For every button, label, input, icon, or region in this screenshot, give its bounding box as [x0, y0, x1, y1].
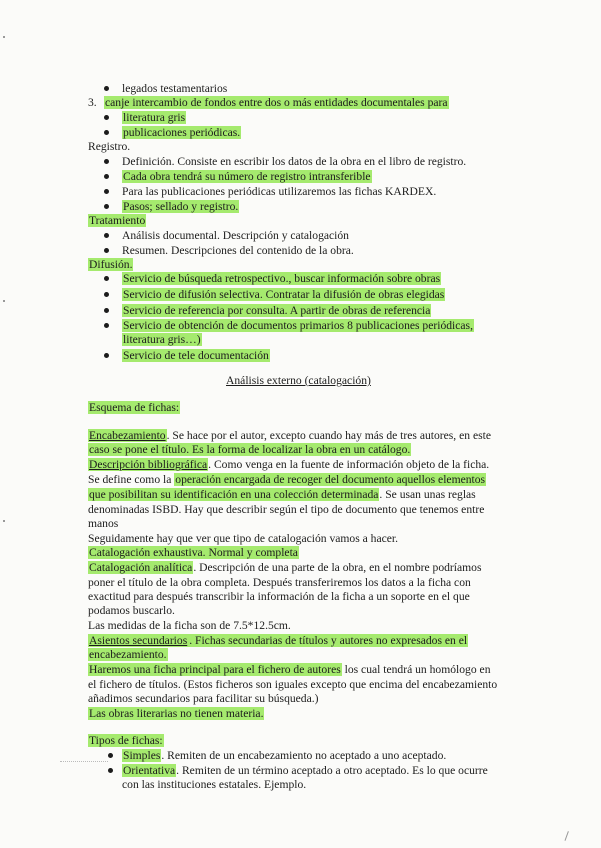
list-item — [122, 318, 474, 333]
highlight: Esquema de fichas: — [89, 401, 180, 414]
list-item-continuation — [122, 332, 202, 347]
bullet — [104, 159, 109, 164]
heading-difusion — [88, 257, 133, 272]
highlight: Tipos de fichas: — [89, 734, 163, 747]
paragraph-line: Encabezamiento. Se hace por el autor, excepto cuando hay más de tres autores, en este — [89, 429, 491, 442]
list-number: 3. — [88, 96, 97, 109]
highlight: encabezamiento. — [89, 648, 167, 661]
paragraph-line — [88, 545, 299, 560]
highlight: Servicio de tele documentación — [123, 349, 269, 362]
bullet — [108, 768, 113, 773]
list-item — [122, 110, 186, 125]
bullet — [104, 130, 109, 135]
list-item — [104, 95, 449, 110]
bullet — [104, 115, 109, 120]
highlight: Haremos una ficha principal para el fichero de autores — [89, 663, 341, 676]
paragraph-line: podamos buscarlo. — [88, 604, 175, 617]
list-item — [122, 287, 445, 302]
esquema-heading — [88, 400, 180, 415]
bullet — [104, 248, 109, 253]
paragraph-line — [88, 647, 168, 662]
heading-registro: Registro. — [88, 140, 131, 153]
bullet — [108, 753, 113, 758]
paragraph-line: que posibilitan su identificación en una colección determinada. Se usan unas reglas — [89, 488, 476, 501]
paragraph-line — [88, 633, 468, 648]
paragraph-line: denominadas ISBD. Hay que describir según el tipo de documento que tenemos entre — [88, 503, 485, 516]
highlight: Las obras literarias no tienen materia. — [89, 707, 264, 720]
tipos-heading — [88, 733, 164, 748]
paragraph-line: manos — [88, 517, 119, 530]
bullet — [104, 323, 109, 328]
bullet — [104, 353, 109, 358]
list-item — [122, 125, 241, 140]
paragraph-line: poner el título de la obra completa. Después transferiremos los datos a la ficha con — [88, 576, 471, 589]
list-item: Análisis documental. Descripción y catalogación — [122, 229, 349, 242]
paragraph-line: el fichero de títulos. (Estos ficheros son iguales excepto que encima del encabezamiento — [88, 678, 498, 691]
paragraph-line: Seguidamente hay que ver que tipo de catalogación vamos a hacer. — [88, 532, 399, 545]
scan-artifact — [3, 300, 5, 302]
paragraph-line: añadimos secundarios para facilitar su búsqueda.) — [88, 692, 319, 705]
scan-artifact — [3, 36, 5, 38]
bullet — [104, 276, 109, 281]
list-item-continuation: con las instituciones estatales. Ejemplo. — [122, 778, 307, 791]
paragraph-line — [88, 442, 411, 457]
paragraph-line: Las medidas de la ficha son de 7.5*12.5cm. — [88, 619, 291, 632]
highlight: Simples — [123, 749, 161, 762]
list-item: Orientativa. Remiten de un término aceptado a otro aceptado. Es lo que ocurre — [123, 764, 488, 777]
highlight: Tratamiento — [89, 214, 146, 227]
bullet — [104, 189, 109, 194]
highlight: . Fichas secundarias de títulos y autores no expresados en el — [189, 634, 468, 647]
highlight: Servicio de búsqueda retrospectivo., buscar información sobre obras — [123, 272, 441, 285]
highlight: Difusión. — [89, 258, 133, 271]
bullet — [104, 204, 109, 209]
highlight: Catalogación exhaustiva. Normal y completa — [89, 546, 298, 559]
highlight: literatura gris…) — [123, 333, 201, 346]
highlight: Catalogación analítica — [89, 561, 193, 574]
highlight: Encabezamiento — [89, 429, 166, 442]
scan-artifact — [3, 520, 5, 522]
list-item — [122, 348, 270, 363]
paragraph-line: Descripción bibliográfica. Como venga en la fuente de información objeto de la ficha. — [89, 458, 490, 471]
paragraph-line — [88, 706, 264, 721]
bullet — [104, 292, 109, 297]
list-item — [122, 271, 441, 286]
bullet — [104, 174, 109, 179]
highlight: operación encargada de recoger del documento aquellos elementos — [175, 473, 486, 486]
section-title: Análisis externo (catalogación) — [226, 374, 371, 387]
highlight: Pasos; sellado y registro. — [123, 200, 239, 213]
list-item — [122, 199, 239, 214]
highlight: Cada obra tendrá su número de registro intransferible — [123, 170, 371, 183]
paragraph-line: Haremos una ficha principal para el fichero de autores los cual tendrá un homólogo en — [89, 663, 491, 676]
list-item: Simples. Remiten de un encabezamiento no aceptado a uno aceptado. — [123, 749, 447, 762]
highlight: publicaciones periódicas. — [123, 126, 241, 139]
bullet — [104, 233, 109, 238]
highlight: caso se pone el título. Es la forma de localizar la obra en un catálogo. — [89, 443, 411, 456]
highlight: Servicio de referencia por consulta. A partir de obras de referencia — [123, 304, 431, 317]
list-item: Para las publicaciones periódicas utilizaremos las fichas KARDEX. — [122, 185, 437, 198]
highlight: que posibilitan su identificación en una colección determinada — [89, 488, 379, 501]
highlight: Descripción bibliográfica — [89, 458, 208, 471]
scan-artifact — [565, 831, 575, 843]
highlight: Servicio de difusión selectiva. Contratar la difusión de obras elegidas — [123, 288, 445, 301]
list-item — [122, 303, 431, 318]
scan-artifact — [60, 761, 108, 763]
heading-tratamiento — [88, 213, 146, 228]
paragraph-line: Catalogación analítica. Descripción de una parte de la obra, en el nombre podríamos — [89, 561, 482, 574]
list-item: Definición. Consiste en escribir los datos de la obra en el libro de registro. — [122, 155, 467, 168]
highlight: literatura gris — [123, 111, 186, 124]
highlight: canje intercambio de fondos entre dos o más entidades documentales para — [105, 96, 448, 109]
highlight: Servicio de obtención de documentos primarios 8 publicaciones periódicas, — [123, 319, 473, 332]
bullet — [104, 86, 109, 91]
bullet — [104, 308, 109, 313]
highlight: Orientativa — [123, 764, 176, 777]
highlight: Asientos secundarios — [89, 634, 188, 647]
paragraph-line: Se define como la operación encargada de recoger del documento aquellos elementos — [88, 473, 486, 486]
list-item: legados testamentarios — [122, 82, 228, 95]
list-item: Resumen. Descripciones del contenido de la obra. — [122, 244, 354, 257]
list-item — [122, 169, 372, 184]
paragraph-line: exactitud para después transcribir la información de la ficha a un soporte en el que — [88, 590, 470, 603]
